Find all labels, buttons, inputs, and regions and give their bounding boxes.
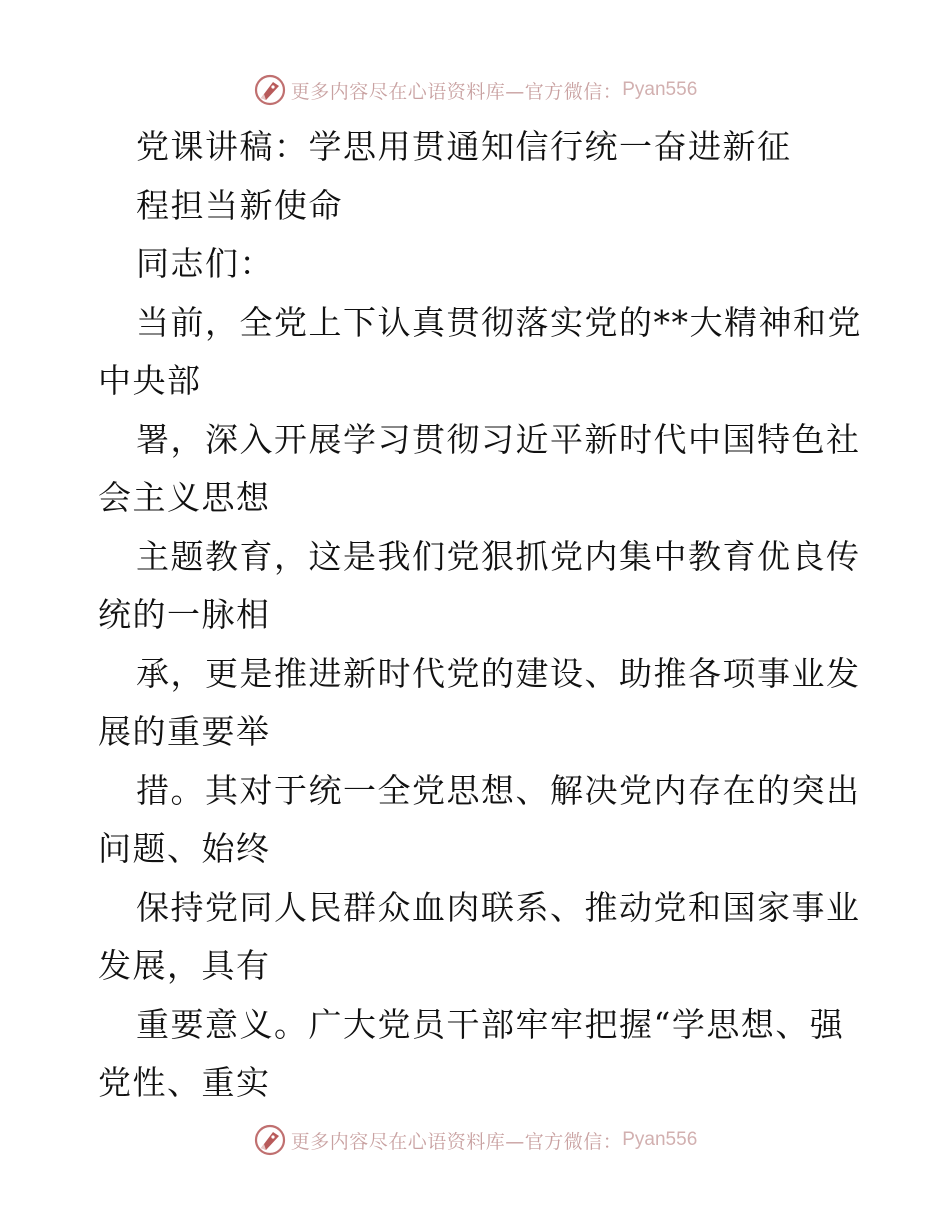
doc-line: 问题、始终 bbox=[98, 829, 271, 868]
pen-nib-icon bbox=[253, 1123, 287, 1157]
pen-nib-icon bbox=[253, 73, 287, 107]
watermark-text: 更多内容尽在心语资料库—官方微信： bbox=[290, 80, 623, 103]
doc-line: 中央部 bbox=[98, 361, 202, 400]
doc-line: 发展，具有 bbox=[98, 946, 271, 985]
header-watermark bbox=[0, 70, 950, 110]
doc-line: 党课讲稿：学思用贯通知信行统一奋进新征 bbox=[136, 127, 792, 166]
doc-line: 承，更是推进新时代党的建设、助推各项事业发 bbox=[136, 653, 861, 693]
footer-watermark bbox=[0, 1120, 950, 1160]
doc-line: 保持党同人民群众血肉联系、推动党和国家事业 bbox=[136, 887, 861, 927]
doc-line: 党性、重实 bbox=[98, 1063, 271, 1102]
doc-line: 展的重要举 bbox=[98, 712, 271, 751]
doc-line: 程担当新使命 bbox=[136, 185, 343, 225]
doc-line: 署，深入开展学习贯彻习近平新时代中国特色社 bbox=[136, 419, 861, 459]
doc-line: 主题教育，这是我们党狠抓党内集中教育优良传 bbox=[136, 536, 861, 576]
watermark-wechat-id: Pyan556 bbox=[622, 79, 698, 100]
doc-line: 重要意义。广大党员干部牢牢把握“学思想、强 bbox=[136, 1004, 845, 1044]
watermark-wechat-id: Pyan556 bbox=[622, 1129, 698, 1150]
document-body bbox=[98, 118, 862, 1113]
watermark-text: 更多内容尽在心语资料库—官方微信： bbox=[290, 1130, 623, 1153]
doc-line: 当前，全党上下认真贯彻落实党的**大精神和党 bbox=[136, 302, 862, 342]
doc-line: 同志们： bbox=[136, 244, 274, 283]
doc-line: 统的一脉相 bbox=[98, 595, 271, 634]
doc-line: 会主义思想 bbox=[98, 478, 271, 517]
doc-line: 措。其对于统一全党思想、解决党内存在的突出 bbox=[136, 770, 861, 810]
